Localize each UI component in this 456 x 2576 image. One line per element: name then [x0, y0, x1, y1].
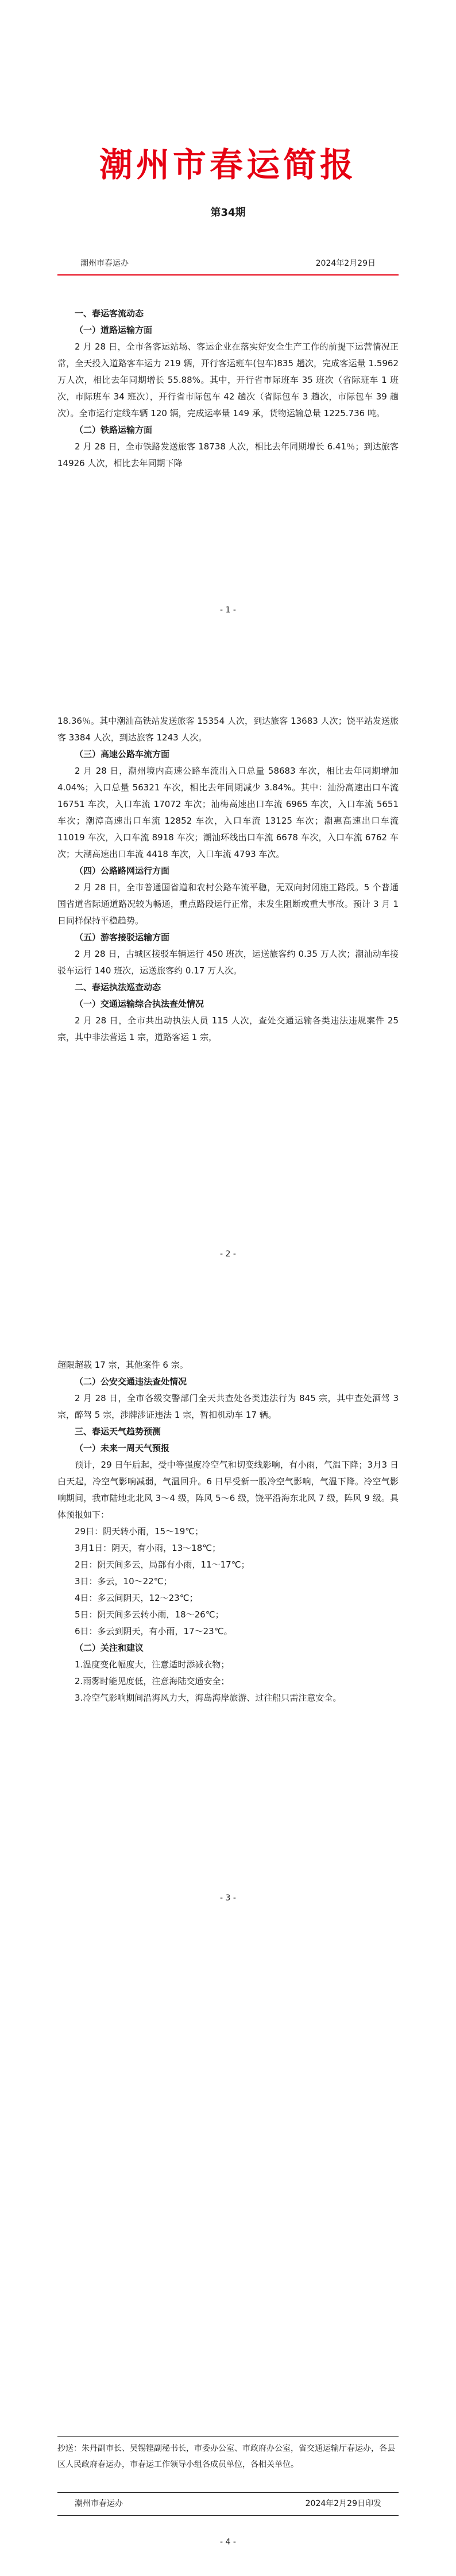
- forecast-line: 6日：多云到阴天，有小雨，17～23℃。: [75, 1626, 233, 1636]
- issue-number: 第34期: [210, 207, 246, 219]
- forecast-line: 3日：多云，10～22℃；: [75, 1576, 172, 1586]
- paragraph: 预计，29 日午后起，受中等强度冷空气和切变线影响，有小雨，气温下降；3月3 日白天起，冷空气影响减弱，气温回升。6 日早受新一股冷空气影响，气温下降。冷空气影响期间，我市陆地北北风 3～4 级，阵风 5～6 级，饶平沿海东北风 7 级，阵风 9 级。具体预报如下：: [57, 1460, 399, 1520]
- tip-line: 2.雨雾时能见度低，注意海陆交通安全；: [75, 1676, 230, 1686]
- subsection-heading: （四）公路路网运行方面: [75, 866, 170, 876]
- section-heading: 三、春运天气趋势预测: [75, 1426, 161, 1437]
- paragraph: 超限超载 17 宗，其他案件 6 宗。: [57, 1360, 188, 1370]
- forecast-line: 3月1日：阴天，有小雨，13～18℃；: [75, 1543, 221, 1553]
- paragraph: 2 月 28 日，潮州境内高速公路车流出入口总量 58683 车次，相比去年同期增加 4.04%；入口总量 56321 车次，相比去年同期减少 3.84%。其中：汕汾高速出口车流 16751 车次，入口车流 17072 车次；汕梅高速出口车流 6965 车次，入口车流 5651 车次；潮漳高速出口车流 12852 车次，入口车流 13125 车次；潮惠高速出口车流 11019 车次，入口车流 8918 车次；潮汕环线出口车流 6678 车次，入口车流 6762 车次；大潮高速出口车流 4418 车次，入口车流 4793 车次。: [57, 766, 399, 859]
- section-heading: 一、春运客流动态: [75, 308, 144, 319]
- forecast-line: 2日：阴天间多云，局部有小雨，11～17℃；: [75, 1559, 250, 1570]
- bulletin-title: 潮州市春运简报: [99, 145, 357, 184]
- paragraph: 2 月 28 日，全市共出动执法人员 115 人次，查处交通运输各类违法违规案件 25 宗，其中非法营运 1 宗，道路客运 1 宗，: [57, 1015, 399, 1042]
- subsection-heading: （三）高速公路车流方面: [75, 749, 170, 759]
- page3-body: [57, 1357, 399, 1706]
- page-number: - 1 -: [220, 606, 236, 615]
- subsection-heading: （二）铁路运输方面: [75, 425, 153, 435]
- tip-line: 1.温度变化幅度大，注意适时添减衣物；: [75, 1659, 230, 1670]
- page2-body: [57, 713, 399, 1046]
- subsection-heading: （一）道路运输方面: [75, 325, 153, 335]
- red-divider: [57, 274, 399, 276]
- divider-line: [57, 2492, 399, 2493]
- paragraph: 2 月 28 日，全市各客运站场、客运企业在落实好安全生产工作的前提下运营情况正常，全天投入道路客车运力 219 辆，开行客运班车(包车)835 趟次，完成客运量 1.5962 万人次，相比去年同期增长 55.88%。其中，开行省市际班车 35 班次（省际班车 1 班次，市际班车 34 班次），开行省市际包车 42 趟次（省际包车 3 趟次，市际包车 39 趟次）。全市运行定线车辆 120 辆，完成运率量 149 承，货物运输总量 1225.736 吨。: [57, 342, 399, 418]
- issuing-org: 潮州市春运办: [80, 259, 129, 268]
- paragraph: 2 月 28 日，全市各级交警部门全天共查处各类违法行为 845 宗，其中查处酒驾 3 宗，醉驾 5 宗，涉牌涉证违法 1 宗，暂扣机动车 17 辆。: [57, 1393, 399, 1420]
- paragraph: 18.36％。其中潮汕高铁站发送旅客 15354 人次，到达旅客 13683 人次；饶平站发送旅客 3384 人次，到达旅客 1243 人次。: [57, 716, 399, 743]
- paragraph: 2 月 28 日，全市普通国省道和农村公路车流平稳，无双向封闭施工路段。5 个普通国省道省际通道路况较为畅通，重点路段运行正常，未发生阻断或重大事故。预计 3 月 1 日同样保持平稳趋势。: [57, 882, 399, 926]
- issuer: 潮州市春运办: [75, 2499, 123, 2508]
- paragraph: 2 月 28 日，古城区接驳车辆运行 450 班次，运送旅客约 0.35 万人次；潮汕动车接驳车运行 140 班次，运送旅客约 0.17 万人次。: [57, 949, 399, 976]
- forecast-line: 4日：多云间阴天，12～23℃；: [75, 1593, 198, 1603]
- page-2: [0, 644, 456, 1288]
- divider-line: [57, 2515, 399, 2516]
- tip-line: 3.冷空气影响期间沿海风力大，海岛海岸旅游、过往船只需注意安全。: [75, 1693, 342, 1703]
- page-4: [0, 1932, 456, 2576]
- paragraph: 2 月 28 日，全市铁路发送旅客 18738 人次，相比去年同期增长 6.41％；到达旅客 14926 人次，相比去年同期下降: [57, 441, 399, 468]
- forecast-line: 29日：阴天转小雨，15～19℃；: [75, 1526, 204, 1537]
- divider-line: [57, 2436, 399, 2437]
- section-heading: 二、春运执法巡查动态: [75, 982, 161, 992]
- subsection-heading: （二）关注和建议: [75, 1643, 144, 1653]
- issue-date: 2024年2月29日: [315, 259, 376, 268]
- cc-list: 抄送：朱丹副市长、吴锡铿副秘书长，市委办公室、市政府办公室，省交通运输厅春运办，各县区人民政府春运办，市春运工作领导小组各成员单位，各相关单位。: [57, 2444, 395, 2469]
- page-number: - 2 -: [220, 1250, 236, 1259]
- page-3: [0, 1288, 456, 1932]
- subsection-heading: （一）未来一周天气预报: [75, 1443, 170, 1453]
- page-number: - 3 -: [220, 1894, 236, 1903]
- page-number: - 4 -: [220, 2538, 236, 2547]
- subsection-heading: （一）交通运输综合执法查处情况: [75, 999, 204, 1009]
- forecast-line: 5日：阴天间多云转小雨，18～26℃；: [75, 1609, 224, 1620]
- subsection-heading: （五）游客接驳运输方面: [75, 932, 170, 942]
- page-1: [0, 0, 456, 644]
- print-date: 2024年2月29日印发: [305, 2499, 381, 2508]
- page1-body: [57, 305, 399, 472]
- subsection-heading: （二）公安交通违法查处情况: [75, 1376, 187, 1387]
